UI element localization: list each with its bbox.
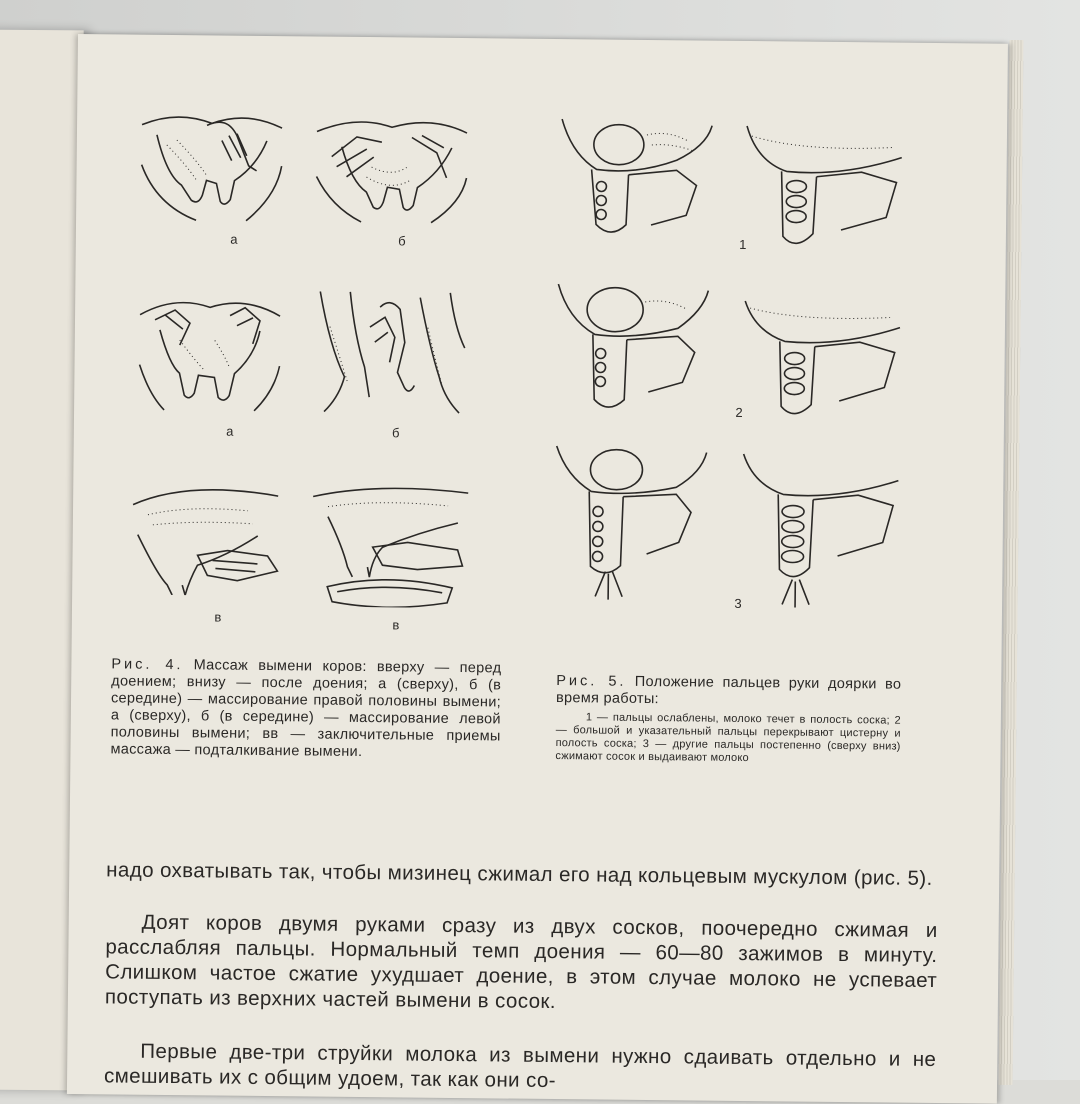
figure4-label-bottom-left: в xyxy=(214,609,222,625)
illustration-fingers-1-section xyxy=(556,114,717,246)
illustration-fingers-1-hand xyxy=(741,121,912,253)
body-paragraph-1: надо охватывать так, чтобы мизинец сжимал его над кольцевым мускулом (рис. 5). xyxy=(106,858,933,890)
illustration-massage-bottom-right xyxy=(307,476,473,608)
illustration-massage-top-right xyxy=(311,106,472,228)
body-paragraph-2: Доят коров двумя руками сразу из двух сосков, поочередно сжимая и расслабляя пальцы. Нормальный темп доения — 60—80 зажимов в минуту. Слишком частое сжатие ухудшает доение, в этом случае молоко не успевает поступать из верхних частей вымени в сосок. xyxy=(104,910,938,1014)
figure5-caption-lead: Рис. 5. xyxy=(556,673,627,690)
illustration-fingers-2-hand xyxy=(739,296,910,428)
figure4-label-mid-right: б xyxy=(392,425,400,441)
figure4-label-top-left: а xyxy=(230,231,238,247)
figure4-caption-text: Массаж вымени коров: вверху — перед доением; внизу — после доения; а (сверху), б (в середине) — массирование правой половины вымени; а (сверху), б (в середине) — массирование левой половины вымени; вв — заключительные приемы массажа — подталкивание вымени. xyxy=(110,657,502,761)
body-paragraph-3: Первые две-три струйки молока из вымени нужно сдаивать отдельно и не смешивать их с общим удоем, так как они со- xyxy=(103,1039,937,1093)
figure5-label-1: 1 xyxy=(739,236,747,253)
figure5-label-3: 3 xyxy=(734,595,742,611)
illustration-fingers-2-section xyxy=(552,279,713,416)
illustration-massage-bottom-left xyxy=(127,475,288,597)
illustration-fingers-3-section xyxy=(550,441,712,603)
illustration-fingers-3-hand xyxy=(737,449,909,611)
illustration-massage-mid-left xyxy=(134,285,285,417)
figure4-label-bottom-right: в xyxy=(392,617,400,633)
figure5-caption-detail: 1 — пальцы ослаблены, молоко течет в полость соска; 2 — большой и указательный пальцы перекрывают цистерну и полость соска; 3 — другие пальцы постепенно (сверху вниз) сжимают сосок и выдаивают молоко xyxy=(555,711,901,765)
figure5-label-2: 2 xyxy=(735,404,743,420)
illustration-massage-mid-right xyxy=(309,286,470,418)
figure4-caption xyxy=(110,656,501,762)
figure5-caption-text: Положение пальцев руки доярки во время работы: xyxy=(555,673,902,708)
figure4-label-mid-left: а xyxy=(226,423,234,439)
illustration-massage-top-left xyxy=(136,105,287,227)
figure5-caption xyxy=(555,673,901,767)
figure4-label-top-right: б xyxy=(398,233,406,249)
figure4-caption-lead: Рис. 4. xyxy=(111,656,184,674)
book-page xyxy=(67,34,1008,1104)
